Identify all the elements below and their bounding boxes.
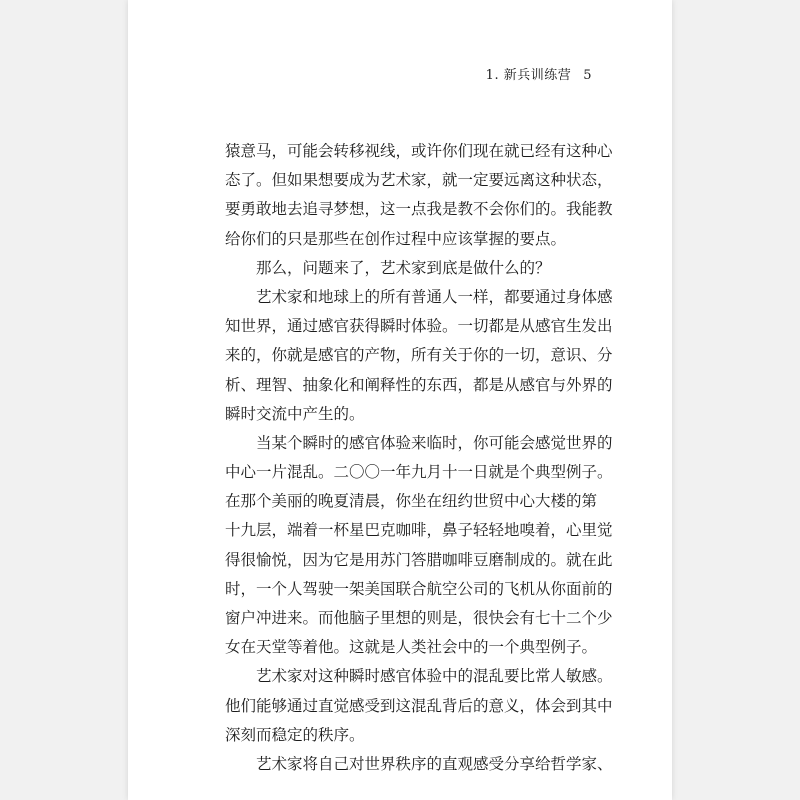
text-line: 态了。但如果想要成为艺术家，就一定要远离这种状态， <box>225 171 613 190</box>
body-text <box>225 137 613 779</box>
text-line: 时，一个人驾驶一架美国联合航空公司的飞机从你面前的 <box>225 579 613 598</box>
running-header <box>486 64 592 83</box>
text-line: 来的，你就是感官的产物，所有关于你的一切，意识、分 <box>225 346 613 365</box>
text-line: 析、理智、抽象化和阐释性的东西，都是从感官与外界的 <box>225 375 613 394</box>
text-line: 窗户冲进来。而他脑子里想的则是，很快会有七十二个少 <box>225 609 613 627</box>
text-line: 瞬时交流中产生的。 <box>225 404 365 423</box>
text-line: 他们能够通过直觉感受到这混乱背后的意义，体会到其中 <box>225 696 613 715</box>
text-line: 艺术家和地球上的所有普通人一样，都要通过身体感 <box>256 287 613 306</box>
text-line: 女在天堂等着他。这就是人类社会中的一个典型例子。 <box>225 638 598 657</box>
text-line: 要勇敢地去追寻梦想，这一点我是教不会你们的。我能教 <box>225 200 613 219</box>
book-page <box>128 0 672 800</box>
text-line: 艺术家将自己对世界秩序的直观感受分享给哲学家、 <box>256 754 613 773</box>
text-line: 猿意马，可能会转移视线，或许你们现在就已经有这种心 <box>225 142 613 160</box>
page-number: 5 <box>583 68 592 83</box>
text-line: 在那个美丽的晚夏清晨，你坐在纽约世贸中心大楼的第 <box>225 492 598 511</box>
chapter-title: 1. 新兵训练营 <box>485 68 572 83</box>
text-line: 十九层，端着一杯星巴克咖啡，鼻子轻轻地嗅着，心里觉 <box>225 521 613 540</box>
text-line: 当某个瞬时的感官体验来临时，你可能会感觉世界的 <box>256 433 613 452</box>
text-line: 给你们的只是那些在创作过程中应该掌握的要点。 <box>225 229 567 248</box>
text-line: 那么，问题来了，艺术家到底是做什么的？ <box>256 258 551 277</box>
text-line: 艺术家对这种瞬时感官体验中的混乱要比常人敏感。 <box>256 667 613 686</box>
text-line: 深刻而稳定的秩序。 <box>225 725 365 744</box>
text-line: 得很愉悦，因为它是用苏门答腊咖啡豆磨制成的。就在此 <box>225 550 613 569</box>
text-line: 知世界，通过感官获得瞬时体验。一切都是从感官生发出 <box>225 317 613 336</box>
text-line: 中心一片混乱。二〇〇一年九月十一日就是个典型例子。 <box>225 463 613 482</box>
